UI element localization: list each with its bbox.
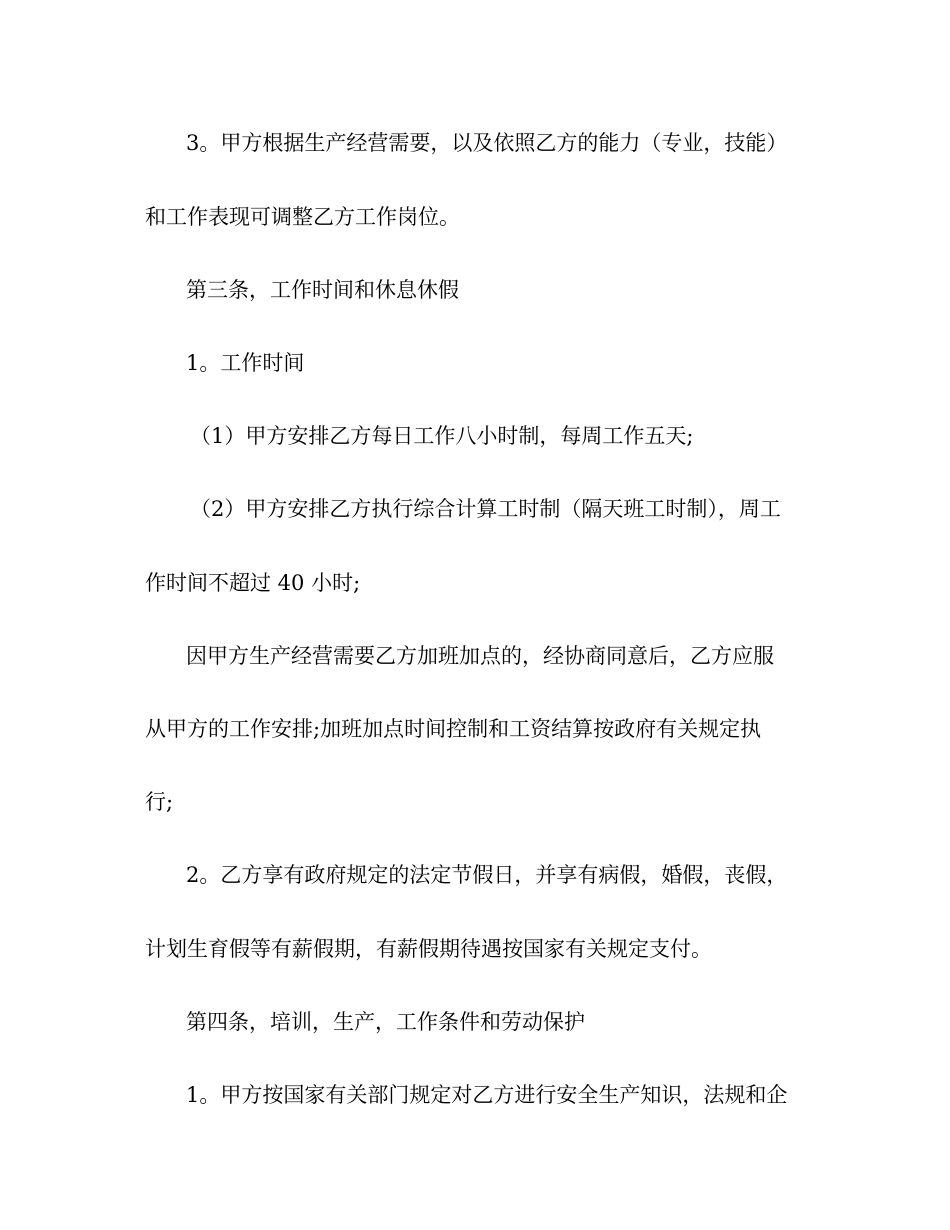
text-line [0, 123, 950, 163]
section-heading: 第四条，培训，生产，工作条件和劳动保护 [186, 1010, 585, 1034]
paragraph-text: 作时间不超过 40 小时; [145, 571, 361, 595]
paragraph-text: 1。甲方按国家有关部门规定对乙方进行安全生产知识，法规和企 [186, 1083, 788, 1107]
paragraph-text: 3。甲方根据生产经营需要，以及依照乙方的能力（专业，技能） [186, 131, 788, 155]
paragraph-text: 行; [145, 790, 174, 814]
paragraph-text: 因甲方生产经营需要乙方加班加点的，经协商同意后，乙方应服 [186, 644, 774, 668]
text-line [0, 929, 950, 969]
paragraph-text: 从甲方的工作安排;加班加点时间控制和工资结算按政府有关规定执 [145, 717, 762, 741]
subsection-heading: 1。工作时间 [186, 351, 305, 375]
text-line [0, 1002, 950, 1042]
text-line [0, 343, 950, 383]
text-line [0, 270, 950, 310]
text-line [0, 782, 950, 822]
text-line [0, 416, 950, 456]
paragraph-text: 计划生育假等有薪假期，有薪假期待遇按国家有关规定支付。 [145, 937, 712, 961]
text-line [0, 636, 950, 676]
text-line [0, 563, 950, 603]
text-line [0, 1075, 950, 1115]
text-line [0, 489, 950, 529]
section-heading: 第三条，工作时间和休息休假 [186, 278, 459, 302]
paragraph-text: （2）甲方安排乙方执行综合计算工时制（隔天班工时制），周工 [190, 497, 781, 521]
text-line [0, 197, 950, 237]
paragraph-text: 2。乙方享有政府规定的法定节假日，并享有病假，婚假，丧假， [186, 863, 788, 887]
text-line [0, 855, 950, 895]
paragraph-text: （1）甲方安排乙方每日工作八小时制，每周工作五天; [190, 424, 694, 448]
paragraph-text: 和工作表现可调整乙方工作岗位。 [145, 205, 460, 229]
text-line [0, 709, 950, 749]
